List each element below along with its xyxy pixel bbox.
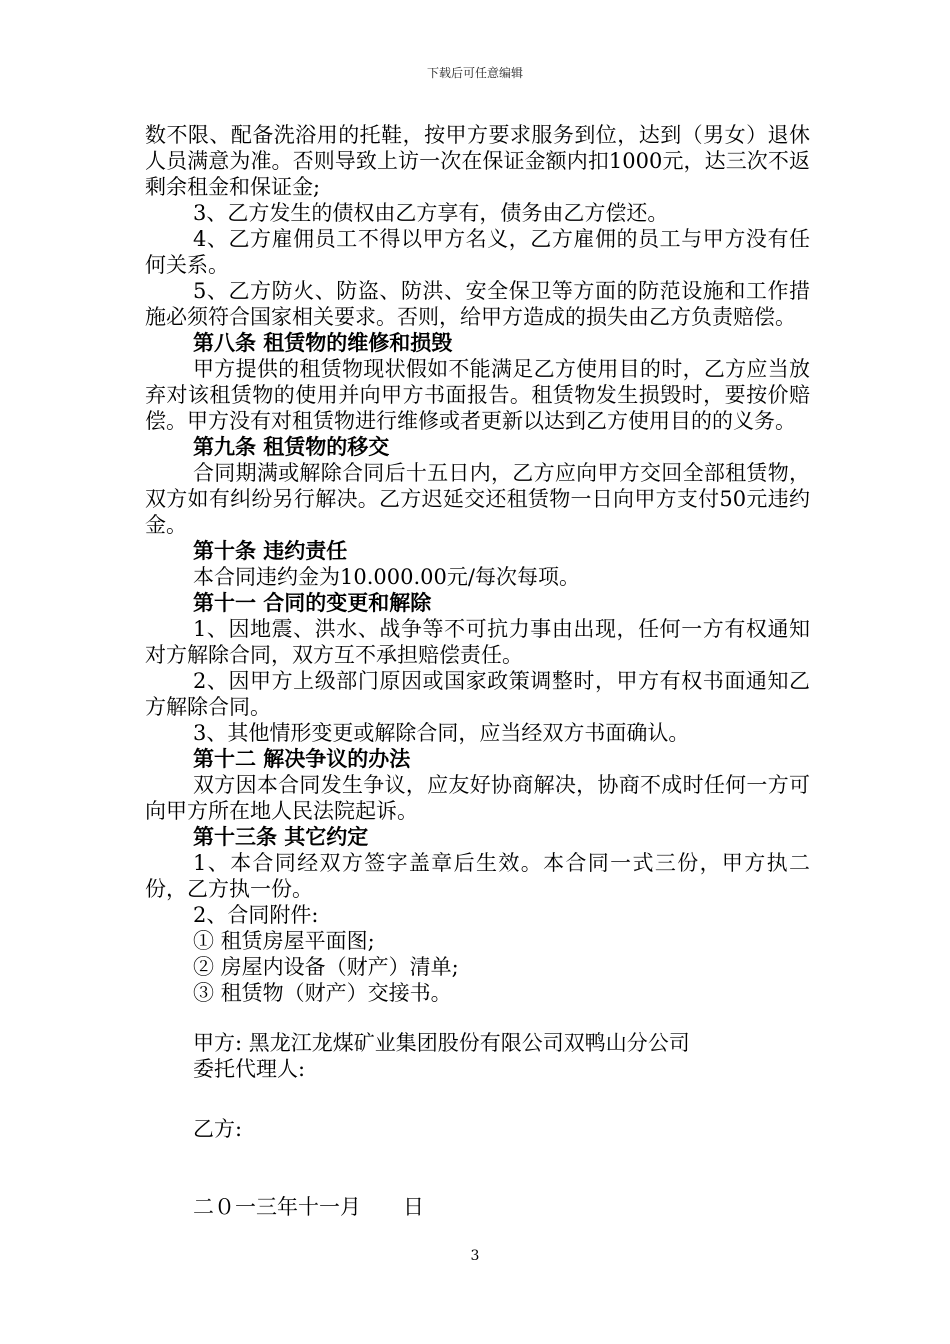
attachment-item: ① 租赁房屋平面图; bbox=[193, 929, 375, 953]
attachment-item: ② 房屋内设备（财产）清单; bbox=[193, 955, 459, 979]
party-b-line: 乙方: bbox=[193, 1117, 243, 1141]
date-line: 二０一三年十一月 日 bbox=[193, 1195, 424, 1219]
document-body bbox=[145, 122, 810, 1220]
paragraph: 数不限、配备洗浴用的托鞋，按甲方要求服务到位，达到（男女）退休人员满意为准。否则导致上访一次在保证金额内扣1000元，达三次不返剩余租金和保证金; bbox=[145, 123, 810, 199]
paragraph: 5、乙方防火、防盗、防洪、安全保卫等方面的防范设施和工作措施必须符合国家相关要求。否则，给甲方造成的损失由乙方负责赔偿。 bbox=[145, 279, 810, 329]
paragraph: 2、因甲方上级部门原因或国家政策调整时，甲方有权书面通知乙方解除合同。 bbox=[145, 669, 810, 719]
party-a-line: 甲方: 黑龙江龙煤矿业集团股份有限公司双鸭山分公司 bbox=[193, 1031, 690, 1055]
agent-line: 委托代理人: bbox=[193, 1057, 306, 1081]
paragraph: 甲方提供的租赁物现状假如不能满足乙方使用目的时，乙方应当放弃对该租赁物的使用并向甲方书面报告。租赁物发生损毁时，要按价赔偿。甲方没有对租赁物进行维修或者更新以达到乙方使用目的的义务。 bbox=[145, 357, 810, 433]
attachment-item: ③ 租赁物（财产）交接书。 bbox=[193, 981, 452, 1005]
paragraph: 1、本合同经双方签字盖章后生效。本合同一式三份，甲方执二份，乙方执一份。 bbox=[145, 851, 810, 901]
page-header: 下载后可任意编辑 bbox=[426, 66, 523, 80]
paragraph: 2、合同附件: bbox=[193, 903, 319, 927]
paragraph: 4、乙方雇佣员工不得以甲方名义，乙方雇佣的员工与甲方没有任何关系。 bbox=[145, 227, 810, 277]
section-heading: 第十三条 其它约定 bbox=[193, 825, 369, 849]
paragraph: 3、其他情形变更或解除合同，应当经双方书面确认。 bbox=[193, 721, 690, 745]
paragraph: 3、乙方发生的债权由乙方享有，债务由乙方偿还。 bbox=[193, 201, 669, 225]
paragraph: 本合同违约金为10.000.00元/每次每项。 bbox=[193, 565, 580, 589]
paragraph: 合同期满或解除合同后十五日内，乙方应向甲方交回全部租赁物，双方如有纠纷另行解决。乙方迟延交还租赁物一日向甲方支付50元违约金。 bbox=[145, 461, 810, 537]
section-heading: 第十条 违约责任 bbox=[193, 539, 348, 563]
section-heading: 第八条 租赁物的维修和损毁 bbox=[193, 331, 453, 355]
paragraph: 双方因本合同发生争议，应友好协商解决，协商不成时任何一方可向甲方所在地人民法院起诉。 bbox=[145, 773, 810, 823]
paragraph: 1、因地震、洪水、战争等不可抗力事由出现，任何一方有权通知对方解除合同，双方互不承担赔偿责任。 bbox=[145, 617, 810, 667]
section-heading: 第十二 解决争议的办法 bbox=[193, 747, 411, 771]
section-heading: 第十一 合同的变更和解除 bbox=[193, 591, 432, 615]
page-number: 3 bbox=[470, 1248, 480, 1264]
section-heading: 第九条 租赁物的移交 bbox=[193, 435, 390, 459]
